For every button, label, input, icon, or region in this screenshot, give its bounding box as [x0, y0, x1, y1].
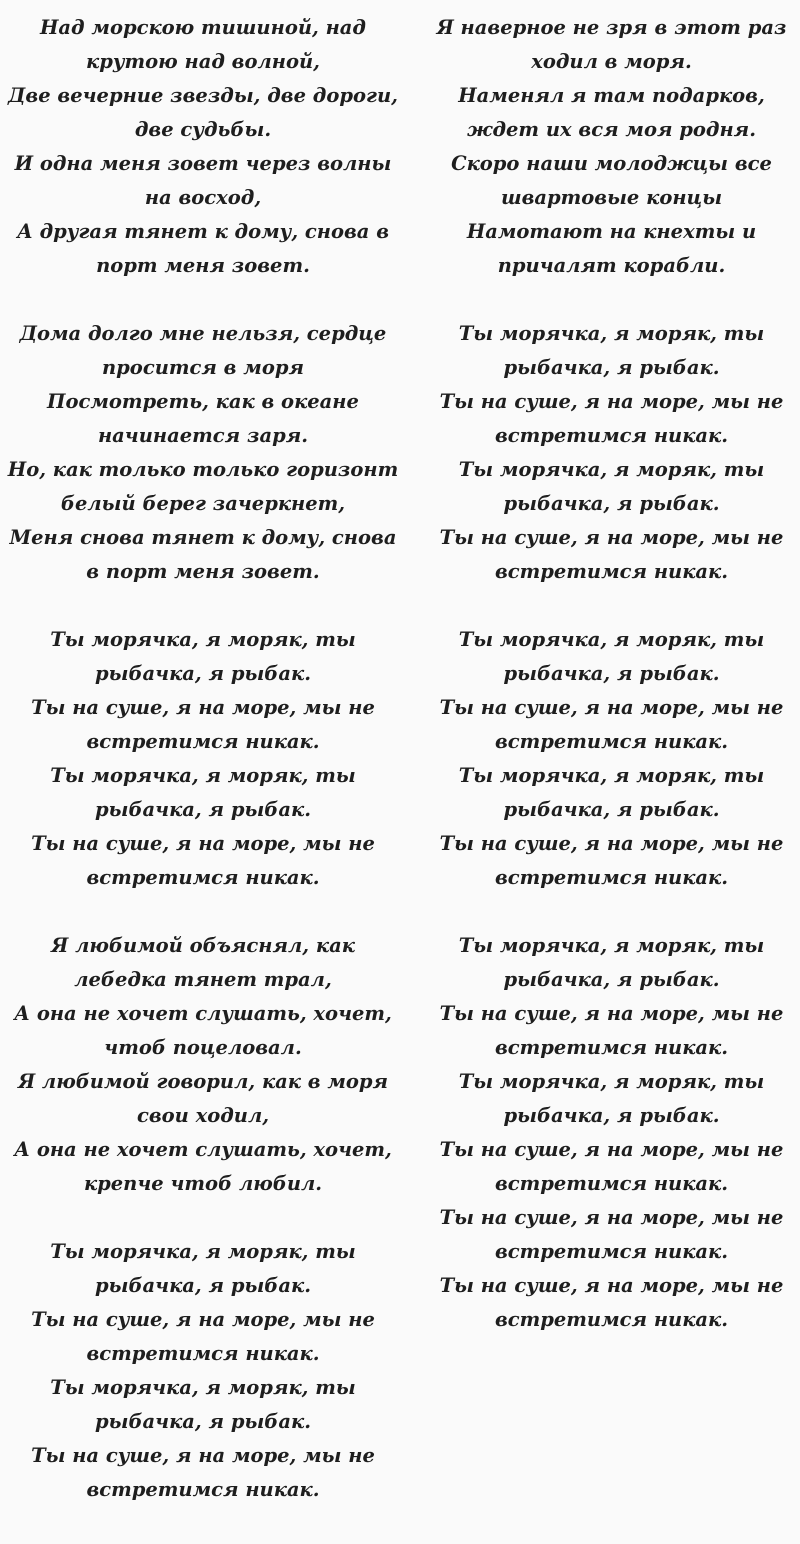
chorus-5: [426, 929, 797, 1337]
lyric-line: Ты на суше, я на море, мы не встретимся никак.: [439, 1138, 784, 1195]
chorus-4: [426, 623, 797, 895]
lyric-line: Ты на суше, я на море, мы не встретимся никак.: [439, 1274, 784, 1331]
lyric-line: Я любимой говорил, как в моря свои ходил,: [17, 1070, 389, 1127]
lyric-line: Ты на суше, я на море, мы не встретимся никак.: [31, 832, 375, 889]
lyric-line: Скоро наши молоджцы все швартовые концы: [451, 152, 772, 209]
lyric-line: Я наверное не зря в этот раз ходил в моря.: [436, 16, 787, 73]
lyric-line: Меня снова тянет к дому, снова в порт меня зовет.: [9, 526, 397, 583]
lyric-line: Ты морячка, я моряк, ты рыбачка, я рыбак.: [50, 764, 356, 821]
lyric-line: Ты морячка, я моряк, ты рыбачка, я рыбак.: [458, 458, 765, 515]
lyric-line: А она не хочет слушать, хочет, крепче чтоб любил.: [14, 1138, 392, 1195]
lyric-line: Ты на суше, я на море, мы не встретимся никак.: [439, 832, 784, 889]
lyric-line: Ты на суше, я на море, мы не встретимся никак.: [439, 1002, 784, 1059]
lyric-line: Ты на суше, я на море, мы не встретимся никак.: [31, 1444, 375, 1501]
lyric-line: Ты морячка, я моряк, ты рыбачка, я рыбак.: [50, 1376, 356, 1433]
lyric-line: Намотают на кнехты и причалят корабли.: [466, 220, 757, 277]
lyric-line: Ты морячка, я моряк, ты рыбачка, я рыбак.: [458, 628, 765, 685]
lyric-line: Ты на суше, я на море, мы не встретимся никак.: [439, 526, 784, 583]
lyric-line: А другая тянет к дому, снова в порт меня зовет.: [16, 220, 390, 277]
lyric-line: Ты морячка, я моряк, ты рыбачка, я рыбак.: [458, 322, 765, 379]
chorus-2: [3, 1235, 403, 1507]
verse-3: [3, 929, 403, 1201]
lyric-line: Ты на суше, я на море, мы не встретимся никак.: [439, 1206, 784, 1263]
lyric-line: Ты на суше, я на море, мы не встретимся никак.: [439, 696, 784, 753]
lyric-line: Ты на суше, я на море, мы не встретимся никак.: [31, 1308, 375, 1365]
chorus-1: [3, 623, 403, 895]
lyric-line: Посмотреть, как в океане начинается заря.: [47, 390, 359, 447]
chorus-3: [426, 317, 797, 589]
verse-2: [3, 317, 403, 589]
lyric-line: Две вечерние звезды, две дороги, две судьбы.: [8, 84, 398, 141]
lyric-line: Ты морячка, я моряк, ты рыбачка, я рыбак.: [458, 934, 765, 991]
right-column: [420, 11, 800, 1541]
verse-1: [3, 11, 403, 283]
lyric-line: Ты на суше, я на море, мы не встретимся никак.: [31, 696, 375, 753]
lyric-line: Ты морячка, я моряк, ты рыбачка, я рыбак.: [458, 1070, 765, 1127]
lyric-line: А она не хочет слушать, хочет, чтоб поцеловал.: [14, 1002, 392, 1059]
lyric-line: И одна меня зовет через волны на восход,: [14, 152, 392, 209]
verse-4: [426, 11, 797, 283]
lyric-line: Ты морячка, я моряк, ты рыбачка, я рыбак.: [50, 1240, 356, 1297]
lyric-line: Я любимой объяснял, как лебедка тянет трал,: [51, 934, 355, 991]
lyric-line: Над морскою тишиной, над крутою над волной,: [40, 16, 366, 73]
lyric-line: Ты на суше, я на море, мы не встретимся никак.: [439, 390, 784, 447]
lyric-line: Дома долго мне нельзя, сердце просится в моря: [19, 322, 387, 379]
lyric-line: Ты морячка, я моряк, ты рыбачка, я рыбак.: [458, 764, 765, 821]
lyric-line: Ты морячка, я моряк, ты рыбачка, я рыбак.: [50, 628, 356, 685]
left-column: [0, 11, 420, 1541]
lyric-line: Наменял я там подарков, ждет их вся моя родня.: [458, 84, 765, 141]
lyric-line: Но, как только только горизонт белый берег зачеркнет,: [7, 458, 399, 515]
